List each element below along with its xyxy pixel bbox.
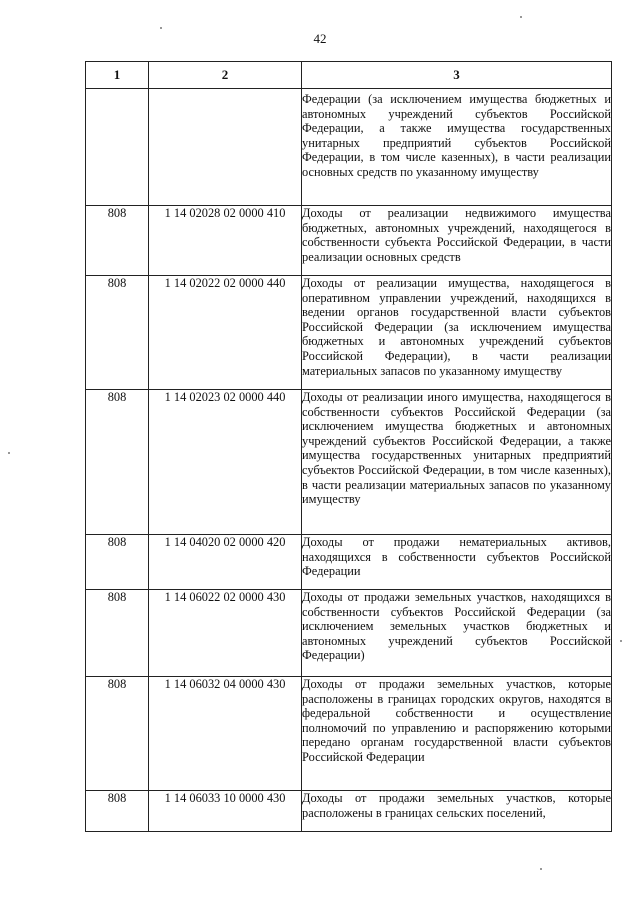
revenue-description-cell: Доходы от продажи земельных участков, находящихся в собственности субъектов Российской Федерации (за исключением земельных участков бюджетных и автономных учреждений субъектов Российской Федерации) [302, 590, 612, 677]
scan-speck [160, 27, 162, 29]
admin-code-cell: 808 [86, 535, 149, 590]
table-row [86, 791, 612, 832]
kbk-code-cell: 1 14 06033 10 0000 430 [149, 791, 302, 832]
revenue-description-cell: Доходы от реализации недвижимого имущества бюджетных, автономных учреждений, находящегося в собственности субъекта Российской Федерации, в части реализации основных средств [302, 206, 612, 276]
table-row [86, 535, 612, 590]
kbk-code-cell: 1 14 02028 02 0000 410 [149, 206, 302, 276]
admin-code-cell: 808 [86, 791, 149, 832]
page-number: 42 [313, 31, 327, 46]
kbk-code-cell [149, 89, 302, 206]
kbk-code-cell: 1 14 06032 04 0000 430 [149, 677, 302, 791]
revenue-description-cell: Доходы от продажи нематериальных активов, находящихся в собственности субъектов Российской Федерации [302, 535, 612, 590]
column-header-2: 2 [149, 62, 302, 89]
revenue-codes-table [85, 61, 612, 832]
admin-code-cell: 808 [86, 276, 149, 390]
admin-code-cell: 808 [86, 390, 149, 535]
admin-code-cell: 808 [86, 590, 149, 677]
kbk-code-cell: 1 14 06022 02 0000 430 [149, 590, 302, 677]
revenue-description-cell: Доходы от реализации имущества, находящегося в оперативном управлении учреждений, находящихся в ведении органов государственной власти субъектов Российской Федерации (за исключением имущества бюджетных и автономных учреждений субъектов Российской Федерации), в части реализации материальных запасов по указанному имуществу [302, 276, 612, 390]
revenue-description-cell: Федерации (за исключением имущества бюджетных и автономных учреждений субъектов Российской Федерации, а также имущества государственных унитарных предприятий субъектов Российской Федерации, в том числе казенных), в части реализации основных средств по указанному имуществу [302, 89, 612, 206]
admin-code-cell: 808 [86, 206, 149, 276]
table-row [86, 276, 612, 390]
table-row [86, 590, 612, 677]
kbk-code-cell: 1 14 02022 02 0000 440 [149, 276, 302, 390]
table-row [86, 390, 612, 535]
scan-speck [8, 452, 10, 454]
admin-code-cell [86, 89, 149, 206]
table-row [86, 677, 612, 791]
revenue-description-cell: Доходы от продажи земельных участков, которые расположены в границах городских округов, находятся в федеральной собственности и осуществление полномочий по управлению и распоряжению которыми передано органам государственной власти субъектов Российской Федерации [302, 677, 612, 791]
scan-speck [620, 640, 622, 642]
revenue-description-cell: Доходы от продажи земельных участков, которые расположены в границах сельских поселений, [302, 791, 612, 832]
kbk-code-cell: 1 14 02023 02 0000 440 [149, 390, 302, 535]
revenue-description-cell: Доходы от реализации иного имущества, находящегося в собственности субъектов Российской Федерации (за исключением имущества бюджетных и автономных учреждений субъектов Российской Федерации, а также имущества государственных унитарных предприятий субъектов Российской Федерации, в том числе казенных), в части реализации материальных запасов по указанному имуществу [302, 390, 612, 535]
kbk-code-cell: 1 14 04020 02 0000 420 [149, 535, 302, 590]
column-header-3: 3 [302, 62, 612, 89]
table-header-row [86, 62, 612, 89]
table-row [86, 89, 612, 206]
table-row [86, 206, 612, 276]
scan-speck [540, 868, 542, 870]
admin-code-cell: 808 [86, 677, 149, 791]
column-header-1: 1 [86, 62, 149, 89]
scan-speck [520, 16, 522, 18]
